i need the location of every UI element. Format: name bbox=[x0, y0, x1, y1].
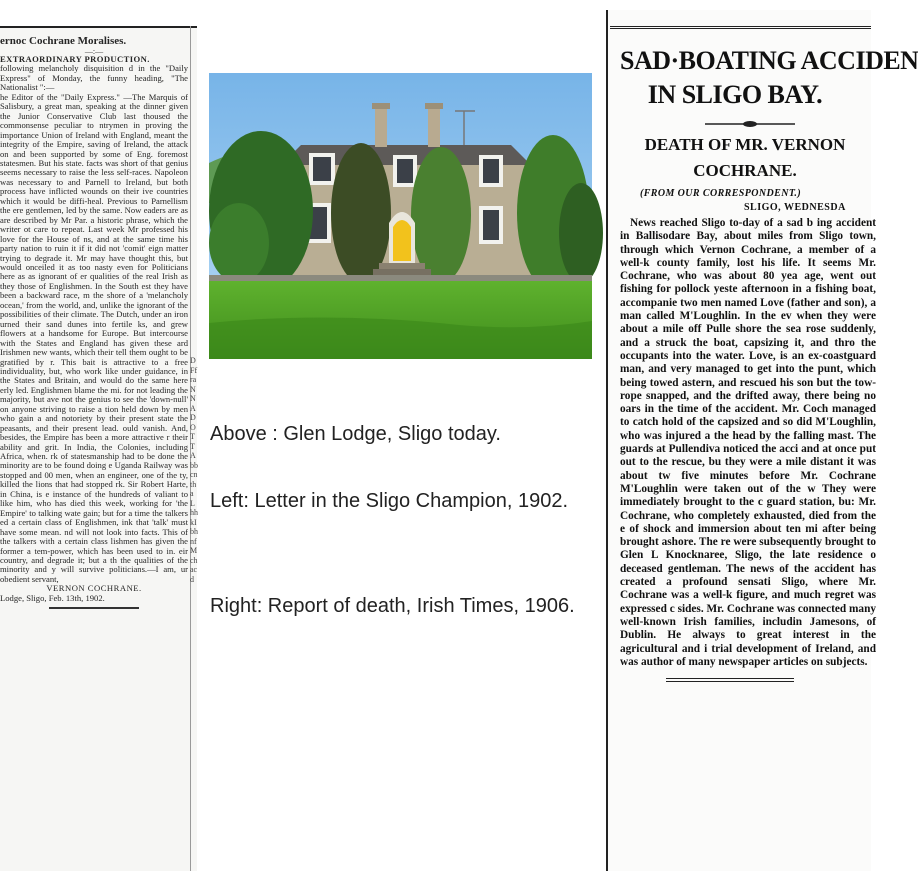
chimney-right bbox=[428, 107, 440, 147]
adjacent-column-letters: DFfraNNADOTTAbbcnthaLhhkIbhnfMchacd bbox=[190, 356, 198, 584]
photo-caption: Above : Glen Lodge, Sligo today. bbox=[210, 423, 501, 445]
footer-rule bbox=[49, 607, 139, 609]
top-rule bbox=[0, 26, 197, 28]
subheadline: DEATH OF MR. VERNON COCHRANE. bbox=[644, 135, 846, 180]
house-illustration bbox=[209, 73, 592, 359]
yellow-door bbox=[393, 220, 411, 261]
dateline: SLIGO, WEDNESDA bbox=[744, 202, 846, 213]
article bbox=[620, 44, 918, 684]
end-rule bbox=[666, 678, 794, 684]
right-caption: Right: Report of death, Irish Times, 1906. bbox=[210, 595, 575, 617]
chimney-left bbox=[375, 107, 387, 147]
title-dash: —:— bbox=[84, 47, 104, 56]
steps bbox=[379, 263, 425, 269]
ornament-divider bbox=[705, 120, 795, 128]
letter-body bbox=[0, 34, 188, 609]
ivy bbox=[331, 143, 391, 283]
letter-title: ernoc Cochrane Moralises. bbox=[0, 35, 127, 47]
headline-line-2: IN SLIGO BAY. bbox=[647, 80, 823, 109]
letter-text: he Editor of the "Daily Express." —The Marquis of Salisbury, a great man, speaking at the dinner given the Junior Conservative Club last thoused the commonsense peculiar to ntrymen in proving the importance Union of Ireland with England, meant the integrity of the Empire, saving of Ireland, the attack on and been supported by some of Eng. foremost statesmen. But his state. facts was short of that genius seems necessary to raise the less self-races. Napoleon was necessary to and Parnell to Ireland, but both process have inflicted wounds on their ive countries which it would be diffi-heal. Previous to Parnellism the ere gentlemen, led by the same. Now eaders are as are described by Mr Par. a historic phrase, which the writer ot care to repeat. Last week Mr professed his love for the House of ns, and at the same time his party nation to ruin it if it did not 'comit' eign matter trying to degrade it. Mr may have thought this, but would onceiled it as too nasty even for Politicians here as as ignorant of er qualities of the real Irish as they those of Englishmen. In the South est they have been a backward race, m the shore of a 'melancholy ocean,' from the world, and, unlike the ignorant of the possibilities of their climate. The Dutch, under an iron urned their sand dunes into fertile ks, and grew flowers at a handsome for Europe. But intercourse with the States and England has given these ard Irishmen new wants, which their tell them ought to be gratified by r. This bait is attractive to a free individuality, but, who work like under guidance, in the States and Britain, and would do the same here erly led. Englishmen blame the mi. for not leading the majority, but ave not the genius to see the 'down-null' on anyone striving to raise a tion held down by men who gain a and notoriety by their present state the peasants, and their present lead. ould vanish. And, besides, the Empire has been a more attractive r their ability and grit. In India, the Colonies, including Africa, when. rk of statesmanship had to be done the minority are to be found doing e Uganda Railway was stopped and 00 men, when an engineer, one of the ty, killed the lions that had stopped rk. Sir Robert Harte, in China, is e instance of the hundreds of valiant to like him, who has died this week, working for 'the Empire' to talking wate gain; but for a time the talkers ed a certain class of Englishmen, ink that 'talk' must have some mean. nd will not look into facts. This of the talkers with a certain class lishmen has given the former a tem-power, which has been used to in. eir country, and degrade it; but a th the qualities of the minority and y will survive politicians.—I am, ur obedient servant, bbox=[0, 91, 188, 584]
headline-line-1: SAD·BOATING ACCIDEN bbox=[620, 46, 918, 75]
ivy bbox=[411, 147, 471, 283]
letter-subheading: EXTRAORDINARY PRODUCTION. bbox=[0, 54, 150, 64]
header-rule bbox=[610, 26, 871, 31]
clip-edge bbox=[606, 10, 608, 871]
letter-sign-off: Lodge, Sligo, Feb. 13th, 1902. bbox=[0, 592, 105, 603]
right-newspaper-clipping bbox=[606, 10, 918, 871]
correspondent-line: (FROM OUR CORRESPONDENT.) bbox=[640, 188, 802, 199]
letter-signature: VERNON COCHRANE. bbox=[46, 583, 142, 594]
letter-intro: following melancholy disquisition d in the "Daily Express" of Monday, the funny heading, "The Nationalist ":— bbox=[0, 63, 188, 93]
left-caption: Left: Letter in the Sligo Champion, 1902. bbox=[210, 490, 569, 512]
glen-lodge-photo bbox=[209, 73, 592, 359]
left-newspaper-clipping bbox=[0, 26, 197, 871]
article-body: News reached Sligo to-day of a sad b ing accident in Ballisodare Bay, about miles from Sligo town, through which Vernon Cochrane, a member of a well-k county family, lost his life. It seems Mr. Cochrane, who was about 80 yea age, went out fishing for pollock yeste afternoon in a fishing boat, accompanie two men named Love (father and son), a man called M'Loughlin. In the ev when they were about a mile off Pulle shore the sea rose suddenly, and a struck the boat, capsizing it, and thro the occupants into the water. Love, is an ex-coastguard man, and very managed to get into the punt, which being towed astern, and rescued his son but the tow-rope snapped, and the drifted away, there being no oars in the time of the accident. Mr. Coch managed to catch hold of the capsized and so did M'Loughlin, who was injured a the head by the falling mast. The guards at Pullendiva noticed the acci and at once put out to the rescue, bu they were a mile distant it was about tw five minutes before Mr. Cochrane M'Loughlin were taken out of the w They were immediately brought to the c guard station, bu: Mr. Cochrane, who completely exhausted, died from the e of shock and immersion about ten mi after being brought ashore. The re were subsequently brought to Glen L Knocknaree, Sligo, the late residence o deceased gentleman. The news of the accident has created a profound sensati Sligo, where Mr. Cochrane was a well-k figure, and much regret was expressed c sides. Mr. Cochrane was connected many well-known Irish families, includin Jamesons, of Dublin. He always to great interest in the agricultural and i trial development of Ireland, and was author of many newspaper articles on subjects. bbox=[620, 217, 876, 668]
